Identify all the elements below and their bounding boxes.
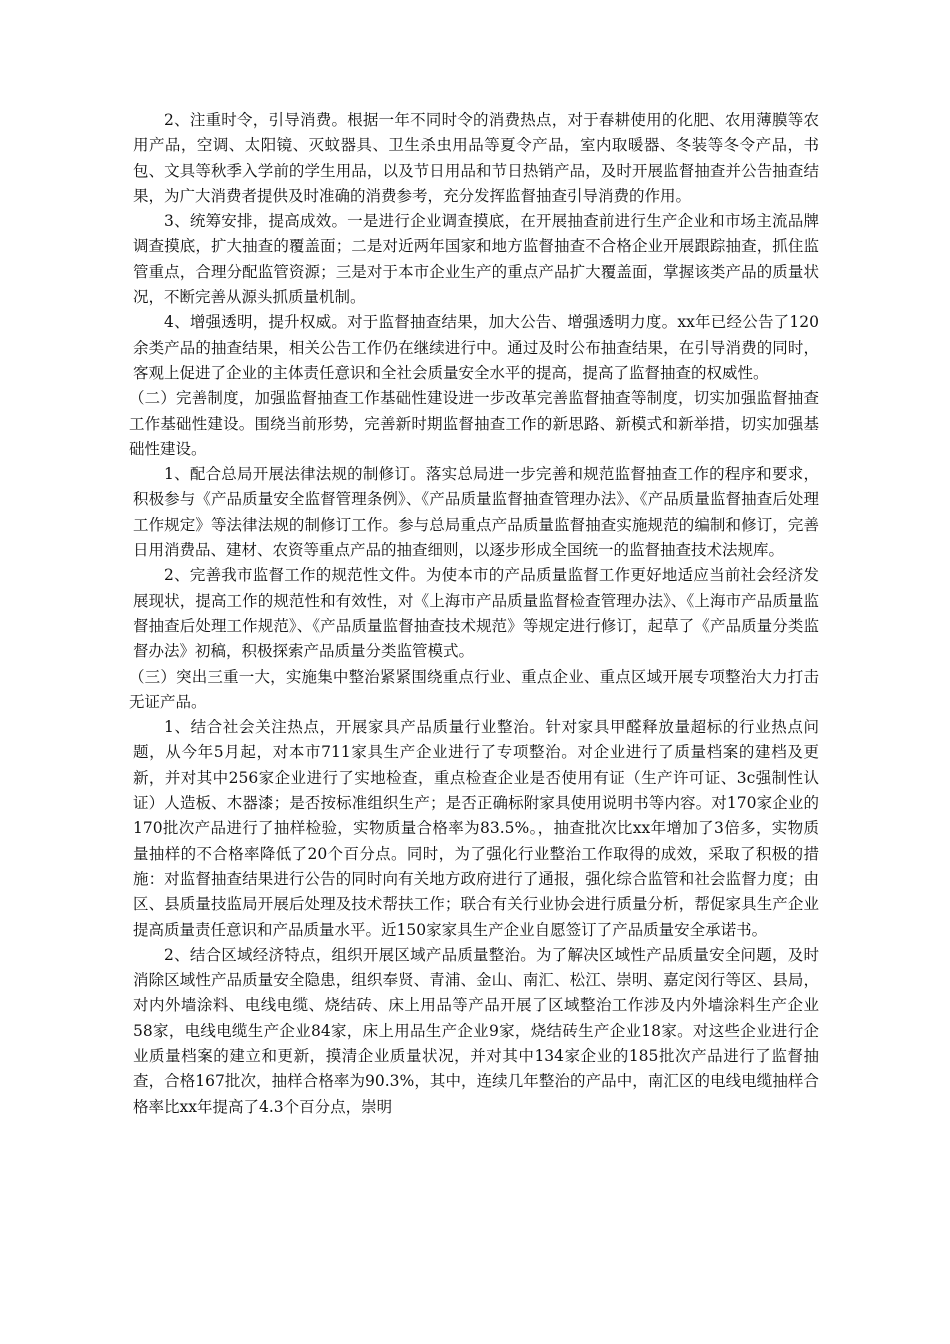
paragraph-coordinated-planning: 3、统筹安排，提高成效。一是进行企业调查摸底，在开展抽查前进行生产企业和市场主流品牌调查摸底，扩大抽查的覆盖面；二是对近两年国家和地方监督抽查不合格企业开展跟踪抽查，抓住监管重点，合理分配监管资源；三是对于本市企业生产的重点产品扩大覆盖面，掌握该类产品的质量状况，不断完善从源头抓质量机制。 bbox=[133, 212, 819, 307]
document-body bbox=[129, 108, 819, 1120]
paragraph-transparency: 4、增强透明，提升权威。对于监督抽查结果，加大公告、增强透明力度。xx年已经公告了120余类产品的抽查结果，相关公告工作仍在继续进行中。通过及时公布抽查结果，在引导消费的同时，客观上促进了企业的主体责任意识和全社会质量安全水平的提高，提高了监督抽查的权威性。 bbox=[133, 313, 819, 382]
paragraph-regulation-revision: 1、配合总局开展法律法规的制修订。落实总局进一步完善和规范监督抽查工作的程序和要求，积极参与《产品质量安全监督管理条例》、《产品质量监督抽查管理办法》、《产品质量监督抽查后处理工作规定》等法律法规的制修订工作。参与总局重点产品质量监督抽查实施规范的编制和修订，完善日用消费品、建材、农资等重点产品的抽查细则，以逐步形成全国统一的监督抽查技术法规库。 bbox=[133, 465, 819, 560]
paragraph-normative-documents: 2、完善我市监督工作的规范性文件。为使本市的产品质量监督工作更好地适应当前社会经济发展现状，提高工作的规范性和有效性，对《上海市产品质量监督检查管理办法》、《上海市产品质量监督抽查后处理工作规范》、《产品质量监督抽查技术规范》等规定进行修订，起草了《产品质量分类监督办法》初稿，积极探索产品质量分类监管模式。 bbox=[133, 566, 819, 661]
paragraph-regional-rectification: 2、结合区域经济特点，组织开展区域产品质量整治。为了解决区域性产品质量安全问题，及时消除区域性产品质量安全隐患，组织奉贤、青浦、金山、南汇、松江、崇明、嘉定闵行等区、县局，对内外墙涂料、电线电缆、烧结砖、床上用品等产品开展了区域整治工作涉及内外墙涂料生产企业58家，电线电缆生产企业84家，床上用品生产企业9家，烧结砖生产企业18家。对这些企业进行企业质量档案的建立和更新，摸清企业质量状况，并对其中134家企业的185批次产品进行了监督抽查，合格167批次，抽样合格率为90.3%，其中，连续几年整治的产品中，南汇区的电线电缆抽样合格率比xx年提高了4.3个百分点，崇明 bbox=[133, 945, 819, 1116]
section-heading-three: （三）突出三重一大，实施集中整治紧紧围绕重点行业、重点企业、重点区域开展专项整治大力打击无证产品。 bbox=[129, 667, 819, 711]
paragraph-furniture-rectification: 1、结合社会关注热点，开展家具产品质量行业整治。针对家具甲醛释放量超标的行业热点问题，从今年5月起，对本市711家具生产企业进行了专项整治。对企业进行了质量档案的建档及更新，并对其中256家企业进行了实地检查，重点检查企业是否使用有证（生产许可证、3c强制性认证）人造板、木器漆；是否按标准组织生产；是否正确标附家具使用说明书等内容。对170家企业的170批次产品进行了抽样检验，实物质量合格率为83.5%。，抽查批次比xx年增加了3倍多，实物质量抽样的不合格率降低了20个百分点。同时，为了强化行业整治工作取得的成效，采取了积极的措施：对监督抽查结果进行公告的同时向有关地方政府进行了通报，强化综合监管和社会监督力度；由区、县质量技监局开展后处理及技术帮扶工作；联合有关行业协会进行质量分析，帮促家具生产企业提高质量责任意识和产品质量水平。近150家家具生产企业自愿签订了产品质量安全承诺书。 bbox=[133, 718, 819, 939]
paragraph-timely-consumption: 2、注重时令，引导消费。根据一年不同时令的消费热点，对于春耕使用的化肥、农用薄膜等农用产品，空调、太阳镜、灭蚊器具、卫生杀虫用品等夏令产品，室内取暖器、冬装等冬令产品，书包、文具等秋季入学前的学生用品，以及节日用品和节日热销产品，及时开展监督抽查并公告抽查结果，为广大消费者提供及时准确的消费参考，充分发挥监督抽查引导消费的作用。 bbox=[133, 111, 819, 205]
section-heading-two: （二）完善制度，加强监督抽查工作基础性建设进一步改革完善监督抽查等制度，切实加强监督抽查工作基础性建设。围绕当前形势，完善新时期监督抽查工作的新思路、新模式和新举措，切实加强基础性建设。 bbox=[129, 389, 819, 458]
